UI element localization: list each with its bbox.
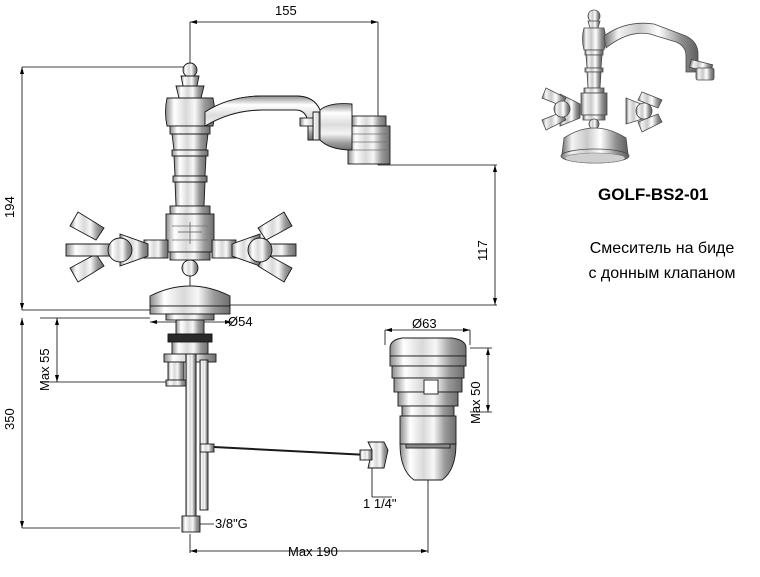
dimension-label-overall-height: 194	[2, 196, 17, 218]
right-handle-drawing	[212, 212, 296, 282]
dimension-label-waste-max-height: Max 50	[468, 381, 483, 424]
product-photo	[530, 6, 720, 171]
dimension-label-waste-diameter: Ø63	[412, 316, 437, 331]
dimension-label-thread-size: 3/8"G	[215, 516, 248, 531]
product-description-line1: Смеситель на биде	[589, 240, 735, 257]
faucet-drawing	[66, 63, 392, 532]
product-code: GOLF-BS2-01	[598, 185, 709, 204]
dimension-label-max-spread: Max 190	[288, 544, 338, 559]
waste-drawing	[360, 338, 466, 480]
dimension-label-spout-height: 117	[475, 240, 490, 261]
dimension-label-max-thickness: Max 55	[37, 348, 52, 391]
product-description-line2: с донным клапаном	[588, 265, 736, 282]
dimension-label-waste-thread: 1 1/4"	[363, 496, 397, 511]
left-handle-drawing	[66, 212, 168, 282]
dimension-label-base-diameter: Ø54	[228, 314, 253, 329]
product-photo-svg	[530, 6, 720, 171]
dimension-label-top-width: 155	[275, 3, 297, 18]
dimension-label-hose-length: 350	[2, 408, 17, 430]
